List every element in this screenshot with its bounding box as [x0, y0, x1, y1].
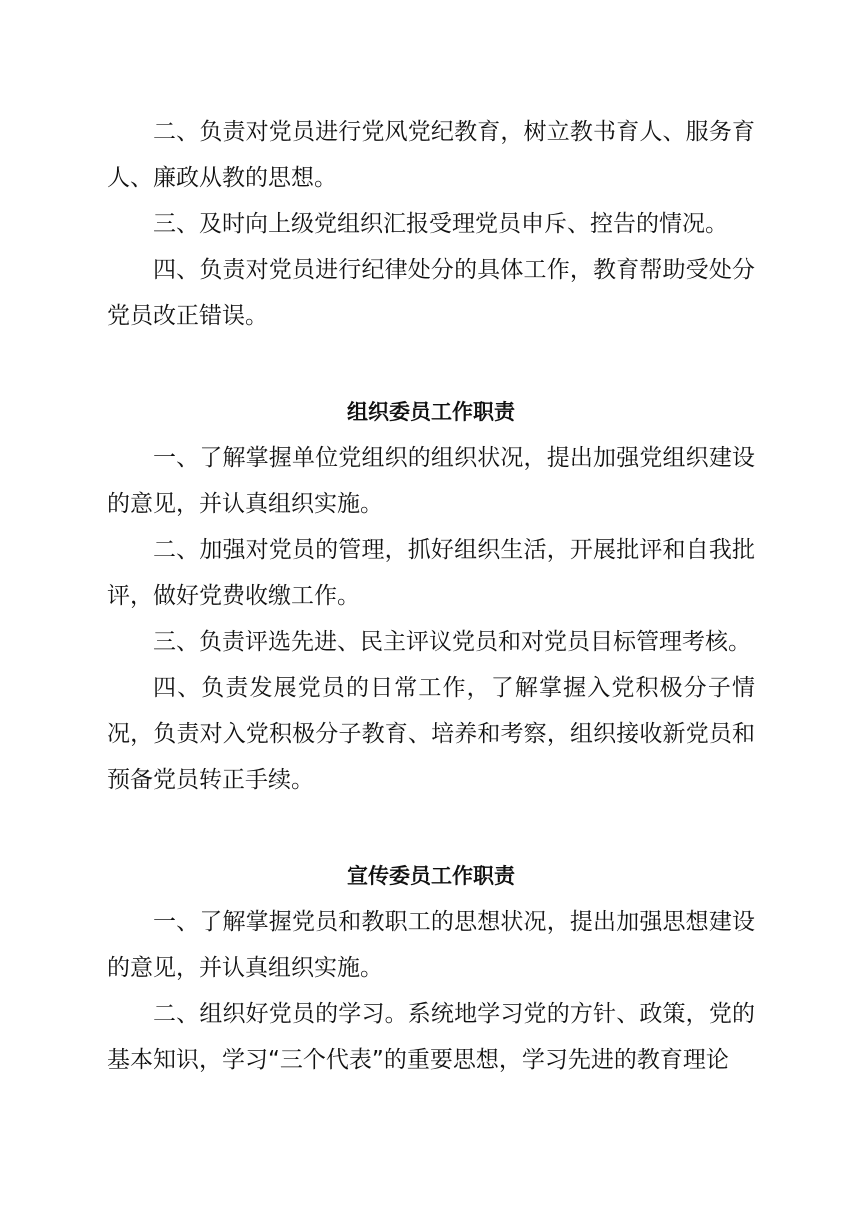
section-spacer [107, 803, 755, 853]
organization-duty-2: 二、加强对党员的管理，抓好组织生活，开展批评和自我批评，做好党费收缴工作。 [107, 537, 755, 609]
organization-section-title: 组织委员工作职责 [347, 400, 515, 424]
publicity-section-title: 宣传委员工作职责 [347, 864, 515, 888]
discipline-duty-3: 三、及时向上级党组织汇报受理党员申斥、控告的情况。 [153, 211, 728, 237]
publicity-duty-2: 二、组织好党员的学习。系统地学习党的方针、政策，党的基本知识，学习“三个代表”的重要思想，学习先进的教育理论 [107, 1001, 755, 1073]
discipline-duty-4: 四、负责对党员进行纪律处分的具体工作，教育帮助受处分党员改正错误。 [107, 257, 755, 329]
organization-duty-1: 一、了解掌握单位党组织的组织状况，提出加强党组织建设的意见，并认真组织实施。 [107, 445, 755, 517]
organization-duty-4: 四、负责发展党员的日常工作，了解掌握入党积极分子情况，负责对入党积极分子教育、培养和考察，组织接收新党员和预备党员转正手续。 [107, 675, 755, 793]
publicity-duty-1: 一、了解掌握党员和教职工的思想状况，提出加强思想建设的意见，并认真组织实施。 [107, 909, 755, 981]
section-spacer [107, 339, 755, 389]
organization-duty-3: 三、负责评选先进、民主评议党员和对党员目标管理考核。 [153, 629, 751, 655]
document-body [107, 109, 755, 1083]
discipline-duty-2: 二、负责对党员进行党风党纪教育，树立教书育人、服务育人、廉政从教的思想。 [107, 119, 755, 191]
